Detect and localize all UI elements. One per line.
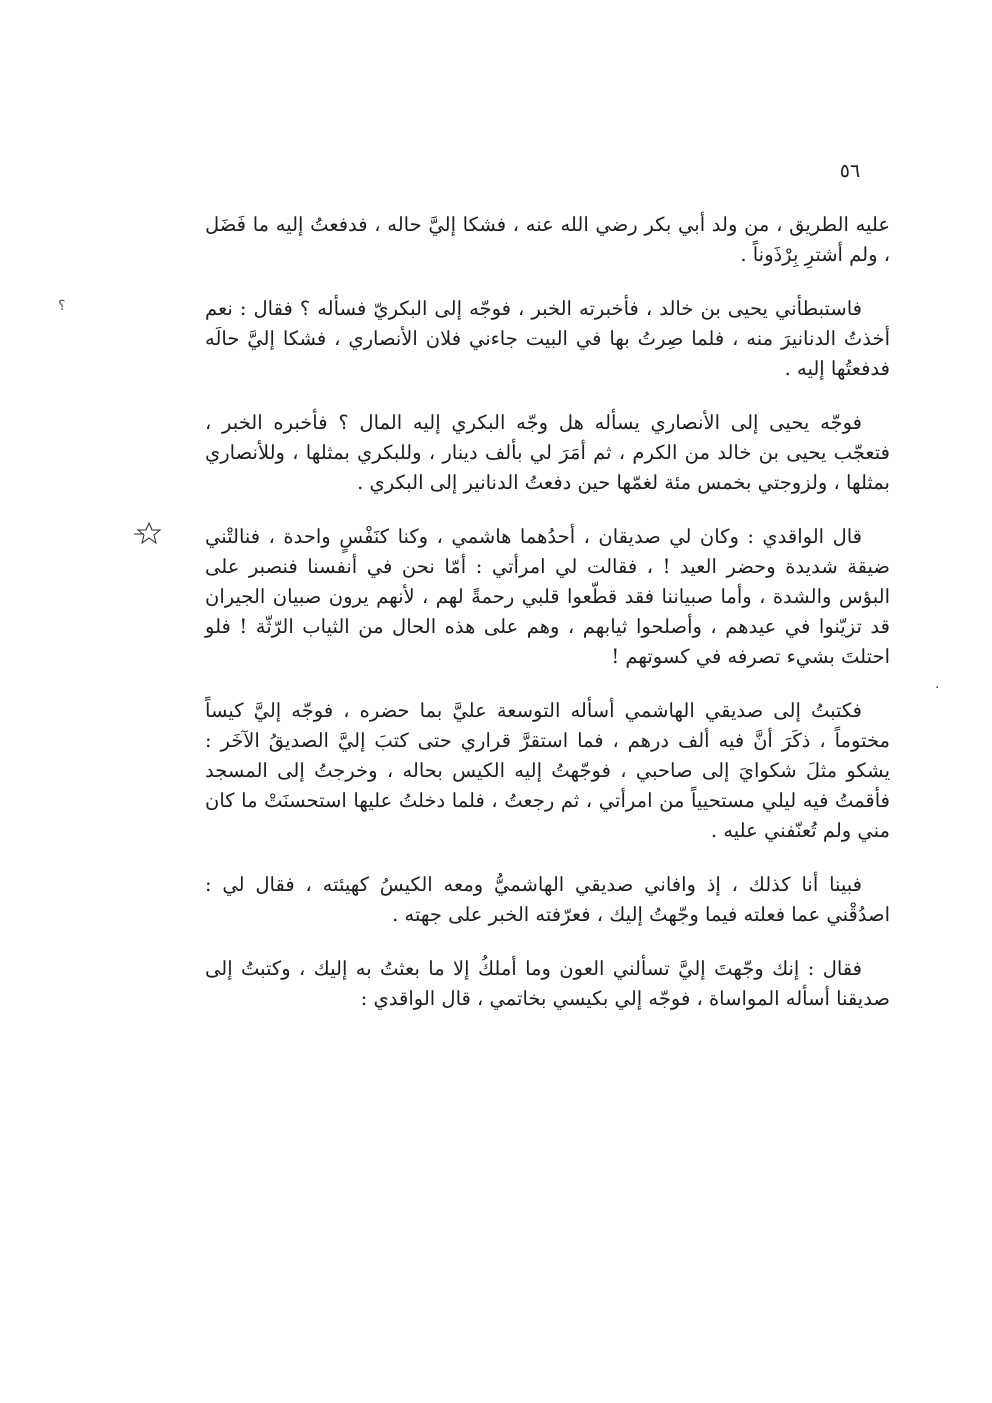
page-number: ٥٦ — [839, 160, 861, 182]
paragraph-2: فاستبطأني يحيى بن خالد ، فأخبرته الخبر ، فوجّه إلى البكريّ فسأله ؟ فقال : نعم أخذتُ الدنانيرَ منه ، فلما صِرتُ بها في البيت جاءني فلان الأنصاري ، فشكا إليَّ حالَه فدفعتُها إليه . — [205, 297, 890, 380]
margin-dot: · — [935, 680, 940, 696]
paragraph-4-wrapper — [205, 522, 890, 672]
paragraph-6: فبينا أنا كذلك ، إذ وافاني صديقي الهاشميُّ ومعه الكيسُ كهيئته ، فقال لي : اصدُقْني عما فعلته فيما وجّهتُ إليك ، فعرّفته الخبر على جهته . — [205, 873, 890, 926]
star-icon — [134, 522, 192, 552]
paragraph-7: فقال : إنك وجّهتَ إليَّ تسألني العون وما أملكُ إلا ما بعثتُ به إليك ، وكتبتُ إلى صديقنا أسأله المواساة ، فوجّه إلي بكيسي بخاتمي ، قال الواقدي : — [205, 957, 890, 1010]
paragraph-5: فكتبتُ إلى صديقي الهاشمي أسأله التوسعة عليَّ بما حضره ، فوجّه إليَّ كيساً مختوماً ، ذكَرَ أنَّ فيه ألف درهم ، فما استقرَّ قراري حتى كتبَ إليَّ الصديقُ الآخَر : يشكو مثلَ شكوايَ إلى صاحبي ، فوجّهتُ إليه الكيس بحاله ، وخرجتُ إلى المسجد فأقمتُ فيه ليلي مستحيياً من امرأتي ، ثم رجعتُ ، فلما دخلتُ عليها استحسنَتْ ما كان مني ولم تُعنّفني عليه . — [205, 699, 890, 842]
paragraph-1: عليه الطريق ، من ولد أبي بكر رضي الله عنه ، فشكا إليَّ حاله ، فدفعتُ إليه ما فَضَل ، ولم أشترِ بِرْذَوناً . — [205, 213, 890, 266]
paragraph-4: قال الواقدي : وكان لي صديقان ، أحدُهما هاشمي ، وكنا كنَفْسٍ واحدة ، فنالتْني ضيقة شديدة وحضر العيد ! ، فقالت لي امرأتي : أمّا نحن في أنفسنا فنصبر على البؤس والشدة ، وأما صبياننا فقد قطّعوا قلبي رحمةً لهم ، لأنهم يرون صبيان الجيران قد تزيّنوا في عيدهم ، وأصلحوا ثيابهم ، وهم على هذه الحال من الثياب الرّثّة ! فلو احتلتَ بشيء تصرفه في كسوتهم ! — [205, 525, 890, 668]
paragraph-3: فوجّه يحيى إلى الأنصاري يسأله هل وجّه البكري إليه المال ؟ فأخبره الخبر ، فتعجّب يحيى بن خالد من الكرم ، ثم أمَرَ لي بألف دينار ، وللبكري بمثلها ، وللأنصاري بمثلها ، ولزوجتي بخمس مئة لغمّها حين دفعتُ الدنانير إلى البكري . — [205, 411, 890, 494]
body-text — [205, 210, 890, 1038]
margin-question-mark: ؟ — [58, 298, 66, 314]
